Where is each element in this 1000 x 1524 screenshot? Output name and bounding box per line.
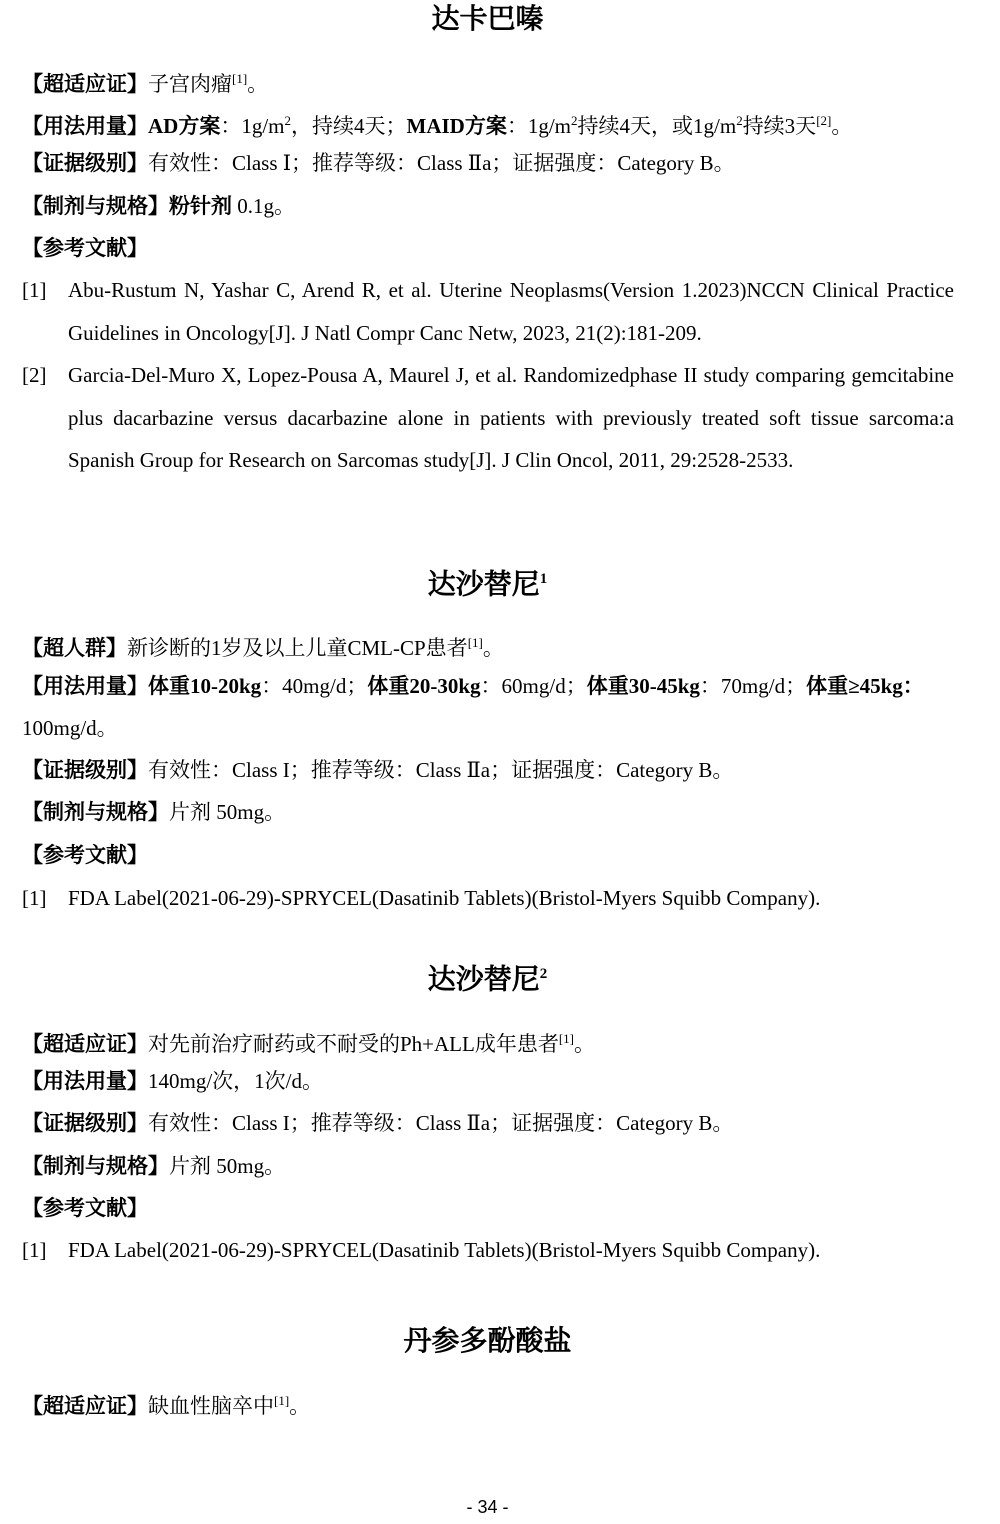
reference-number: [1]	[22, 278, 47, 302]
indication-line: 【超适应证】缺血性脑卒中[1]。	[22, 1393, 311, 1418]
indication-line: 【超适应证】对先前治疗耐药或不耐受的Ph+ALL成年患者[1]。	[22, 1031, 596, 1056]
field-text: 对先前治疗耐药或不耐受的Ph+ALL成年患者	[148, 1032, 559, 1056]
field-label: 【证据级别】	[22, 151, 148, 175]
citation-marker: [2]	[816, 113, 832, 128]
evidence-line	[22, 757, 972, 783]
reference-item	[22, 277, 954, 362]
reference-text: Garcia-Del-Muro X, Lopez-Pousa A, Maurel J, et al. Randomizedphase II study comparing gemcitabine plus dacarbazine versus dacarbazine alone in patients with previously treated soft tissue sarcoma:a Spanish Group for Research on Sarcomas study[J]. J Clin Oncol, 2011, 29:2528-2533.	[68, 363, 954, 472]
field-label: 【超适应证】	[22, 1032, 148, 1056]
field-text: 片剂 50mg。	[169, 1154, 286, 1178]
citation-marker: [1]	[558, 1031, 575, 1046]
field-label: 【制剂与规格】	[22, 194, 169, 218]
reference-text: FDA Label(2021-06-29)-SPRYCEL(Dasatinib Tablets)(Bristol-Myers Squibb Company).	[68, 886, 821, 910]
population-line: 【超人群】新诊断的1岁及以上儿童CML-CP患者[1]。	[22, 635, 504, 660]
reference-number: [1]	[22, 1238, 47, 1262]
evidence-line	[22, 1110, 972, 1136]
drug-title: 达沙替尼$^2$	[427, 964, 548, 996]
field-label: 【用法用量】	[22, 1069, 148, 1093]
title-superscript: 1	[539, 571, 548, 587]
indication-line: 【超适应证】子宫肉瘤[1]。	[22, 71, 269, 96]
references-heading: 【参考文献】	[22, 236, 148, 260]
field-label: 【制剂与规格】	[22, 800, 169, 824]
field-text: 0.1g。	[232, 194, 295, 218]
citation-marker: [1]	[274, 1393, 290, 1408]
field-text: 140mg/次，1次/d。	[148, 1069, 324, 1093]
field-label: 【超适应证】	[22, 1394, 148, 1418]
reference-number: [1]	[22, 886, 47, 910]
spec-line	[22, 799, 972, 825]
reference-item	[22, 362, 954, 490]
field-text: 子宫肉瘤	[148, 72, 232, 96]
spec-form: 粉针剂	[169, 194, 232, 218]
citation-marker: [1]	[467, 635, 483, 650]
field-label: 【证据级别】	[22, 1111, 148, 1135]
page-number: - 34 -	[466, 1497, 509, 1517]
references-heading: 【参考文献】	[22, 843, 148, 867]
title-superscript: 2	[539, 966, 548, 982]
spec-line	[22, 1153, 972, 1179]
usage-line: 【用法用量】体重10-20kg：40mg/d；体重20-30kg：60mg/d；体重30-45kg：70mg/d；体重≥45kg：	[22, 674, 924, 698]
field-label: 【制剂与规格】	[22, 1154, 169, 1178]
drug-title: 达卡巴嗪	[431, 4, 544, 35]
evidence-line	[22, 150, 972, 176]
drug-title: 丹参多酚酸盐	[403, 1326, 572, 1357]
reference-text: FDA Label(2021-06-29)-SPRYCEL(Dasatinib Tablets)(Bristol-Myers Squibb Company).	[68, 1238, 821, 1262]
field-label: 【证据级别】	[22, 758, 148, 782]
field-label: 【超人群】	[22, 636, 127, 660]
maid-regimen-label: MAID方案	[406, 114, 507, 138]
reference-number: [2]	[22, 363, 47, 387]
reference-item	[22, 885, 972, 911]
field-text: 有效性：Class I；推荐等级：Class Ⅱa；证据强度：Category B。	[148, 1111, 734, 1135]
field-text: 有效性：Class I；推荐等级：Class Ⅱa；证据强度：Category B。	[148, 758, 734, 782]
field-label: 【用法用量】	[22, 674, 148, 698]
reference-item	[22, 1237, 972, 1263]
field-text: 有效性：Class Ⅰ；推荐等级：Class Ⅱa；证据强度：Category B。	[148, 151, 735, 175]
reference-text: Abu-Rustum N, Yashar C, Arend R, et al. Uterine Neoplasms(Version 1.2023)NCCN Clinical Practice Guidelines in Oncology[J]. J Natl Compr Canc Netw, 2023, 21(2):181-209.	[68, 278, 954, 345]
field-text: 新诊断的1岁及以上儿童CML-CP患者	[127, 636, 468, 660]
drug-title: 达沙替尼$^1$	[427, 569, 548, 601]
field-text: 缺血性脑卒中	[148, 1394, 274, 1418]
field-text: 片剂 50mg。	[169, 800, 286, 824]
citation-marker: [1]	[232, 71, 248, 86]
references-heading: 【参考文献】	[22, 1196, 148, 1220]
usage-line: 【用法用量】AD方案：$1g/m^2$，持续4天；MAID方案：$1g/m^2$持续4天，或$1g/m^2$持续3天[2]。	[22, 113, 853, 138]
usage-line-continued: 100mg/d。	[22, 716, 118, 740]
field-label: 【用法用量】	[22, 114, 148, 138]
ad-regimen-label: AD方案	[148, 114, 221, 138]
field-label: 【超适应证】	[22, 72, 148, 96]
usage-line	[22, 1068, 972, 1094]
spec-line	[22, 193, 972, 219]
